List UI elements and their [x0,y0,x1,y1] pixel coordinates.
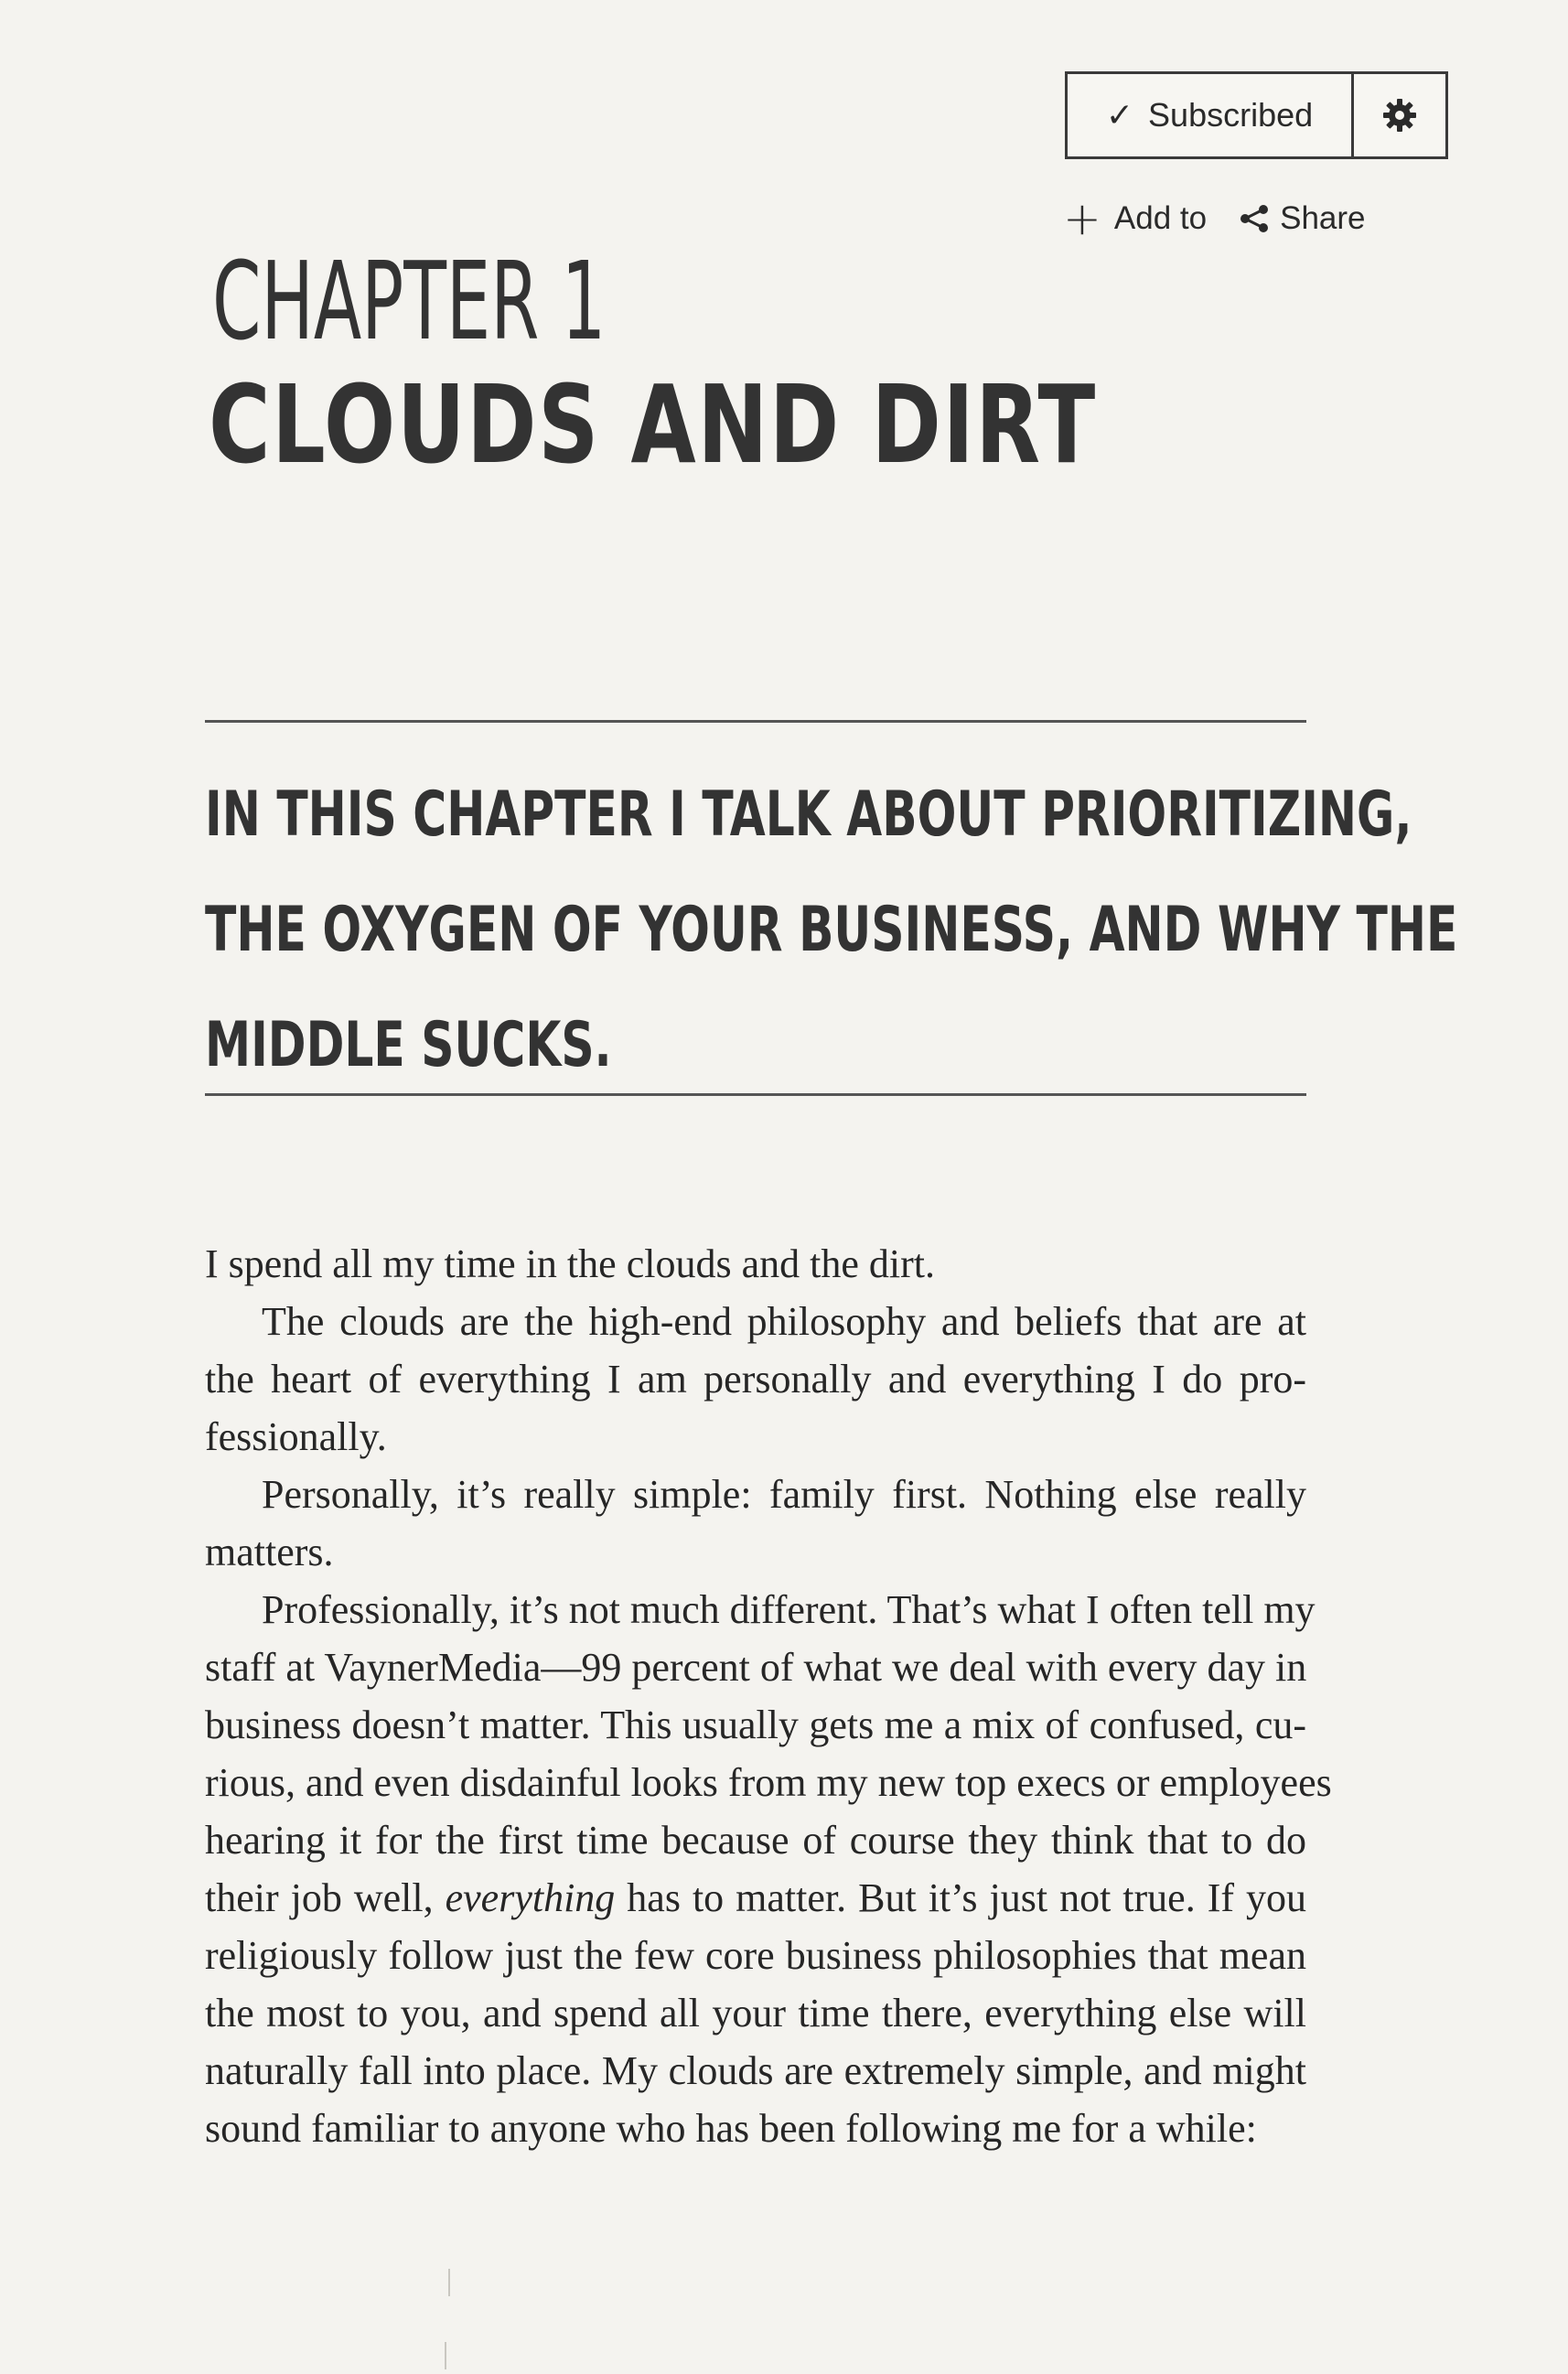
paragraph-line: Professionally, it’s not much different. That’s what I often tell my [262,1587,1316,1632]
paragraph-line: the most to you, and spend all your time there, everything else will [205,1991,1306,2036]
add-to-label: Add to [1113,200,1208,236]
paragraph-line: rious, and even disdainful looks from my new top execs or employees [205,1760,1332,1805]
settings-button[interactable] [1354,74,1445,156]
chapter-summary [205,757,1458,1103]
share-icon [1240,205,1269,232]
body-text [205,1235,1332,2157]
paragraph-line: naturally fall into place. My clouds are extremely simple, and might [205,2048,1306,2093]
paragraph-line [205,1869,1306,1927]
text-run: their job well, [205,1875,446,1920]
checkmark-icon: ✓ [1105,96,1134,134]
summary-line: IN THIS CHAPTER I TALK ABOUT PRIORITIZING, [205,779,1412,851]
action-row [1063,192,1366,245]
add-to-button[interactable] [1063,192,1208,245]
subscribed-button[interactable] [1068,74,1354,156]
paragraph-line: business doesn’t matter. This usually gets me a mix of confused, cu- [205,1703,1306,1747]
subscribed-label: Subscribed [1148,96,1314,134]
share-button[interactable] [1240,200,1365,237]
gear-icon [1381,97,1418,134]
paragraph-line: The clouds are the high-end philosophy and beliefs that are at [262,1299,1306,1344]
paragraph-line: fessionally. [205,1414,387,1459]
share-label: Share [1280,200,1366,236]
emphasis-text: everything [445,1875,616,1920]
paragraph-line: staff at VaynerMedia—99 percent of what we deal with every day in [205,1645,1307,1690]
summary-top-rule [205,720,1306,723]
paragraph-line: hearing it for the first time because of course they think that to do [205,1818,1306,1863]
chapter-title: CLOUDS AND DIRT [209,361,1097,488]
scan-artifact [448,2269,450,2296]
paragraph-line: I spend all my time in the clouds and the dirt. [205,1241,935,1286]
summary-line: THE OXYGEN OF YOUR BUSINESS, AND WHY THE [205,894,1458,966]
summary-line: MIDDLE SUCKS. [205,1009,612,1081]
subscribe-widget [1065,71,1448,159]
text-run: has to matter. But it’s just not true. If you [615,1875,1306,1920]
paragraph-line: sound familiar to anyone who has been following me for a while: [205,2106,1257,2151]
paragraph-line: the heart of everything I am personally and everything I do pro- [205,1357,1306,1402]
paragraph-line: matters. [205,1530,334,1574]
paragraph-line: religiously follow just the few core business philosophies that mean [205,1933,1306,1978]
paragraph-line: Personally, it’s really simple: family first. Nothing else really [262,1472,1306,1517]
plus-icon: + [1063,192,1101,245]
scan-artifact [445,2342,446,2369]
summary-bottom-rule [205,1093,1306,1096]
chapter-label: CHAPTER 1 [212,238,607,364]
